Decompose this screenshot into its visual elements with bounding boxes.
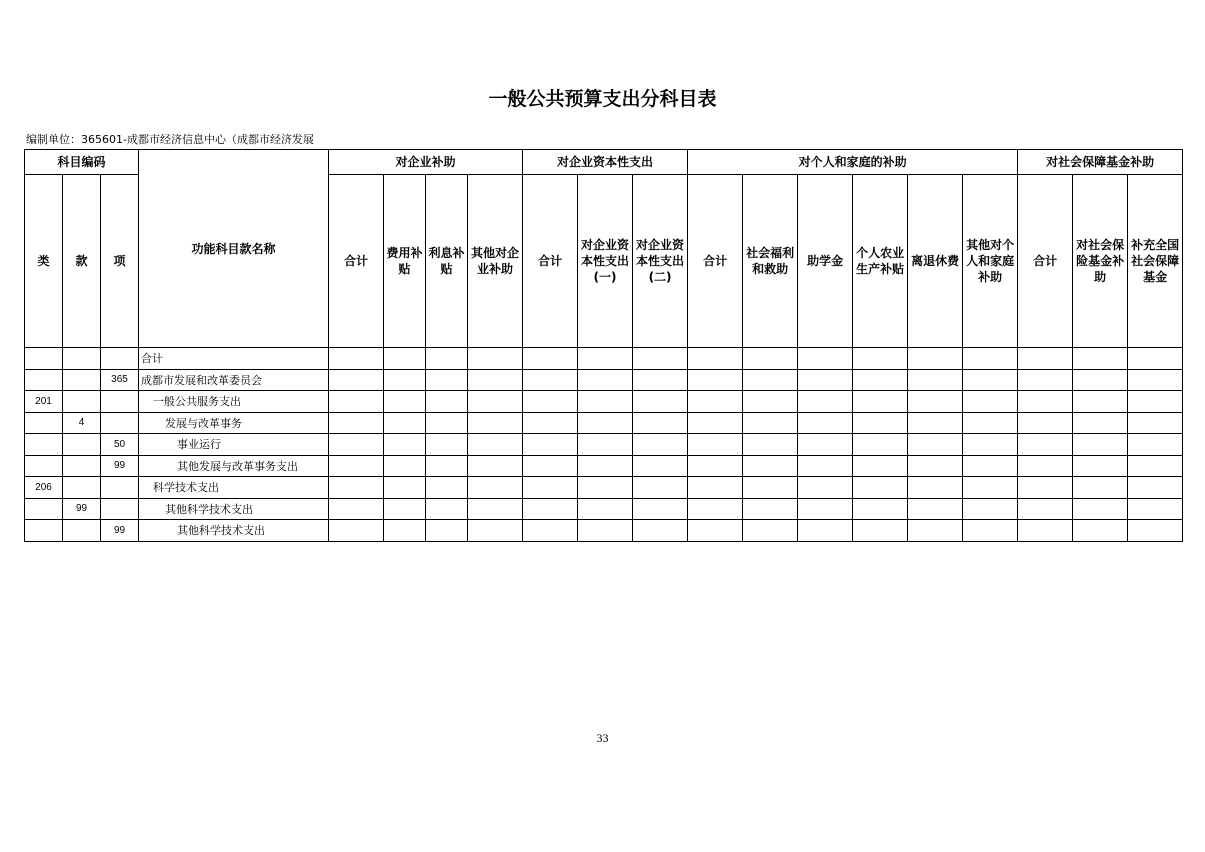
value-cell <box>578 391 633 413</box>
value-cell <box>798 434 853 456</box>
value-cell <box>798 477 853 499</box>
value-cell <box>523 498 578 520</box>
value-cell <box>633 520 688 542</box>
value-cell <box>853 498 908 520</box>
value-cell <box>523 477 578 499</box>
xiang-cell: 99 <box>101 520 139 542</box>
value-cell <box>688 455 743 477</box>
value-cell <box>633 348 688 370</box>
value-cell <box>426 348 468 370</box>
value-cell <box>1018 434 1073 456</box>
name-cell: 其他科学技术支出 <box>139 520 329 542</box>
value-cell <box>853 348 908 370</box>
value-cell <box>688 434 743 456</box>
name-cell: 合计 <box>139 348 329 370</box>
value-cell <box>963 498 1018 520</box>
value-cell <box>1128 434 1183 456</box>
value-cell <box>743 455 798 477</box>
value-cell <box>578 348 633 370</box>
value-cell <box>384 348 426 370</box>
value-cell <box>688 520 743 542</box>
column-header: 助学金 <box>798 175 853 348</box>
kuan-header: 款 <box>63 175 101 348</box>
column-header: 个人农业生产补贴 <box>853 175 908 348</box>
value-cell <box>384 498 426 520</box>
value-cell <box>523 455 578 477</box>
value-cell <box>798 412 853 434</box>
value-cell <box>908 434 963 456</box>
column-header: 合计 <box>688 175 743 348</box>
budget-table <box>24 149 1183 542</box>
value-cell <box>426 412 468 434</box>
lei-cell <box>25 434 63 456</box>
value-cell <box>1128 348 1183 370</box>
column-header: 费用补贴 <box>384 175 426 348</box>
value-cell <box>743 391 798 413</box>
name-cell: 成都市发展和改革委员会 <box>139 369 329 391</box>
value-cell <box>468 434 523 456</box>
value-cell <box>853 455 908 477</box>
xiang-cell <box>101 348 139 370</box>
value-cell <box>963 412 1018 434</box>
value-cell <box>426 455 468 477</box>
value-cell <box>743 412 798 434</box>
value-cell <box>1073 498 1128 520</box>
kuan-cell <box>63 369 101 391</box>
value-cell <box>633 498 688 520</box>
value-cell <box>426 498 468 520</box>
name-cell: 事业运行 <box>139 434 329 456</box>
value-cell <box>523 369 578 391</box>
value-cell <box>468 520 523 542</box>
value-cell <box>1073 520 1128 542</box>
xiang-cell: 50 <box>101 434 139 456</box>
value-cell <box>329 520 384 542</box>
value-cell <box>1073 455 1128 477</box>
enterprise-capital-group-header: 对企业资本性支出 <box>523 150 688 175</box>
value-cell <box>468 455 523 477</box>
value-cell <box>743 434 798 456</box>
value-cell <box>384 391 426 413</box>
name-cell: 科学技术支出 <box>139 477 329 499</box>
value-cell <box>853 477 908 499</box>
value-cell <box>384 412 426 434</box>
table-row <box>25 477 1183 499</box>
value-cell <box>468 498 523 520</box>
value-cell <box>1018 391 1073 413</box>
value-cell <box>578 412 633 434</box>
name-cell: 其他发展与改革事务支出 <box>139 455 329 477</box>
value-cell <box>384 369 426 391</box>
value-cell <box>908 412 963 434</box>
table-row <box>25 348 1183 370</box>
value-cell <box>523 348 578 370</box>
code-group-header: 科目编码 <box>25 150 139 175</box>
value-cell <box>523 520 578 542</box>
kuan-cell: 4 <box>63 412 101 434</box>
value-cell <box>523 391 578 413</box>
value-cell <box>426 520 468 542</box>
value-cell <box>1128 455 1183 477</box>
value-cell <box>523 434 578 456</box>
value-cell <box>329 477 384 499</box>
value-cell <box>743 369 798 391</box>
value-cell <box>688 477 743 499</box>
column-header: 离退休费 <box>908 175 963 348</box>
kuan-cell <box>63 434 101 456</box>
lei-cell <box>25 369 63 391</box>
value-cell <box>329 348 384 370</box>
column-header: 合计 <box>523 175 578 348</box>
value-cell <box>633 434 688 456</box>
value-cell <box>1128 498 1183 520</box>
xiang-cell <box>101 412 139 434</box>
kuan-cell <box>63 455 101 477</box>
page-title: 一般公共预算支出分科目表 <box>488 88 717 110</box>
value-cell <box>743 520 798 542</box>
value-cell <box>329 369 384 391</box>
value-cell <box>963 477 1018 499</box>
value-cell <box>688 348 743 370</box>
value-cell <box>633 412 688 434</box>
value-cell <box>1073 391 1128 413</box>
value-cell <box>426 434 468 456</box>
value-cell <box>798 520 853 542</box>
column-header: 对企业资本性支出(二) <box>633 175 688 348</box>
value-cell <box>743 498 798 520</box>
value-cell <box>1018 455 1073 477</box>
value-cell <box>688 412 743 434</box>
column-header: 社会福利和救助 <box>743 175 798 348</box>
column-header: 对企业资本性支出(一) <box>578 175 633 348</box>
value-cell <box>1018 412 1073 434</box>
value-cell <box>633 391 688 413</box>
value-cell <box>1128 369 1183 391</box>
value-cell <box>1018 369 1073 391</box>
value-cell <box>1073 477 1128 499</box>
value-cell <box>329 412 384 434</box>
value-cell <box>1073 369 1128 391</box>
value-cell <box>963 520 1018 542</box>
value-cell <box>633 477 688 499</box>
value-cell <box>578 455 633 477</box>
value-cell <box>578 434 633 456</box>
lei-cell <box>25 348 63 370</box>
value-cell <box>908 369 963 391</box>
value-cell <box>578 520 633 542</box>
value-cell <box>963 369 1018 391</box>
lei-cell <box>25 498 63 520</box>
xiang-header: 项 <box>101 175 139 348</box>
value-cell <box>688 498 743 520</box>
value-cell <box>853 434 908 456</box>
value-cell <box>798 498 853 520</box>
name-cell: 发展与改革事务 <box>139 412 329 434</box>
table-row <box>25 498 1183 520</box>
value-cell <box>1018 348 1073 370</box>
value-cell <box>798 369 853 391</box>
lei-cell <box>25 520 63 542</box>
name-cell: 一般公共服务支出 <box>139 391 329 413</box>
value-cell <box>963 455 1018 477</box>
column-header: 对社会保险基金补助 <box>1073 175 1128 348</box>
xiang-cell <box>101 391 139 413</box>
value-cell <box>1018 477 1073 499</box>
column-header: 利息补贴 <box>426 175 468 348</box>
value-cell <box>743 348 798 370</box>
value-cell <box>963 391 1018 413</box>
kuan-cell <box>63 348 101 370</box>
column-header: 补充全国社会保障基金 <box>1128 175 1183 348</box>
value-cell <box>908 455 963 477</box>
kuan-cell <box>63 391 101 413</box>
value-cell <box>1128 477 1183 499</box>
kuan-cell <box>63 477 101 499</box>
enterprise-subsidy-group-header: 对企业补助 <box>329 150 523 175</box>
column-header: 合计 <box>329 175 384 348</box>
column-header: 其他对个人和家庭补助 <box>963 175 1018 348</box>
lei-cell: 206 <box>25 477 63 499</box>
lei-cell <box>25 412 63 434</box>
value-cell <box>853 391 908 413</box>
lei-cell <box>25 455 63 477</box>
xiang-cell <box>101 477 139 499</box>
table-row <box>25 455 1183 477</box>
value-cell <box>1128 412 1183 434</box>
column-header: 其他对企业补助 <box>468 175 523 348</box>
value-cell <box>426 369 468 391</box>
value-cell <box>384 434 426 456</box>
value-cell <box>853 369 908 391</box>
table-body <box>25 348 1183 542</box>
table-header <box>25 150 1183 348</box>
table-row <box>25 412 1183 434</box>
xiang-cell <box>101 498 139 520</box>
table-row <box>25 434 1183 456</box>
value-cell <box>963 434 1018 456</box>
value-cell <box>384 455 426 477</box>
value-cell <box>853 412 908 434</box>
value-cell <box>468 477 523 499</box>
value-cell <box>908 348 963 370</box>
value-cell <box>468 412 523 434</box>
value-cell <box>798 391 853 413</box>
unit-label: 编制单位：365601-成都市经济信息中心（成都市经济发展 <box>26 133 314 146</box>
kuan-cell <box>63 520 101 542</box>
column-header: 合计 <box>1018 175 1073 348</box>
kuan-cell: 99 <box>63 498 101 520</box>
value-cell <box>384 477 426 499</box>
lei-header: 类 <box>25 175 63 348</box>
value-cell <box>633 369 688 391</box>
value-cell <box>468 369 523 391</box>
value-cell <box>853 520 908 542</box>
value-cell <box>798 455 853 477</box>
value-cell <box>578 369 633 391</box>
name-cell: 其他科学技术支出 <box>139 498 329 520</box>
value-cell <box>963 348 1018 370</box>
value-cell <box>329 455 384 477</box>
value-cell <box>1018 520 1073 542</box>
value-cell <box>798 348 853 370</box>
personal-subsidy-group-header: 对个人和家庭的补助 <box>688 150 1018 175</box>
page-number: 33 <box>596 731 609 745</box>
value-cell <box>908 391 963 413</box>
value-cell <box>1128 391 1183 413</box>
name-column-header: 功能科目款名称 <box>139 150 329 348</box>
value-cell <box>578 477 633 499</box>
value-cell <box>908 477 963 499</box>
value-cell <box>426 477 468 499</box>
value-cell <box>1073 434 1128 456</box>
value-cell <box>908 520 963 542</box>
value-cell <box>1073 348 1128 370</box>
value-cell <box>329 434 384 456</box>
value-cell <box>688 369 743 391</box>
value-cell <box>633 455 688 477</box>
xiang-cell: 99 <box>101 455 139 477</box>
value-cell <box>1128 520 1183 542</box>
value-cell <box>329 498 384 520</box>
xiang-cell: 365 <box>101 369 139 391</box>
value-cell <box>1018 498 1073 520</box>
value-cell <box>908 498 963 520</box>
table-row <box>25 520 1183 542</box>
value-cell <box>523 412 578 434</box>
value-cell <box>1073 412 1128 434</box>
table-row <box>25 369 1183 391</box>
value-cell <box>578 498 633 520</box>
table-row <box>25 391 1183 413</box>
value-cell <box>468 348 523 370</box>
value-cell <box>743 477 798 499</box>
value-cell <box>468 391 523 413</box>
value-cell <box>426 391 468 413</box>
lei-cell: 201 <box>25 391 63 413</box>
social-security-group-header: 对社会保障基金补助 <box>1018 150 1183 175</box>
value-cell <box>384 520 426 542</box>
value-cell <box>329 391 384 413</box>
value-cell <box>688 391 743 413</box>
